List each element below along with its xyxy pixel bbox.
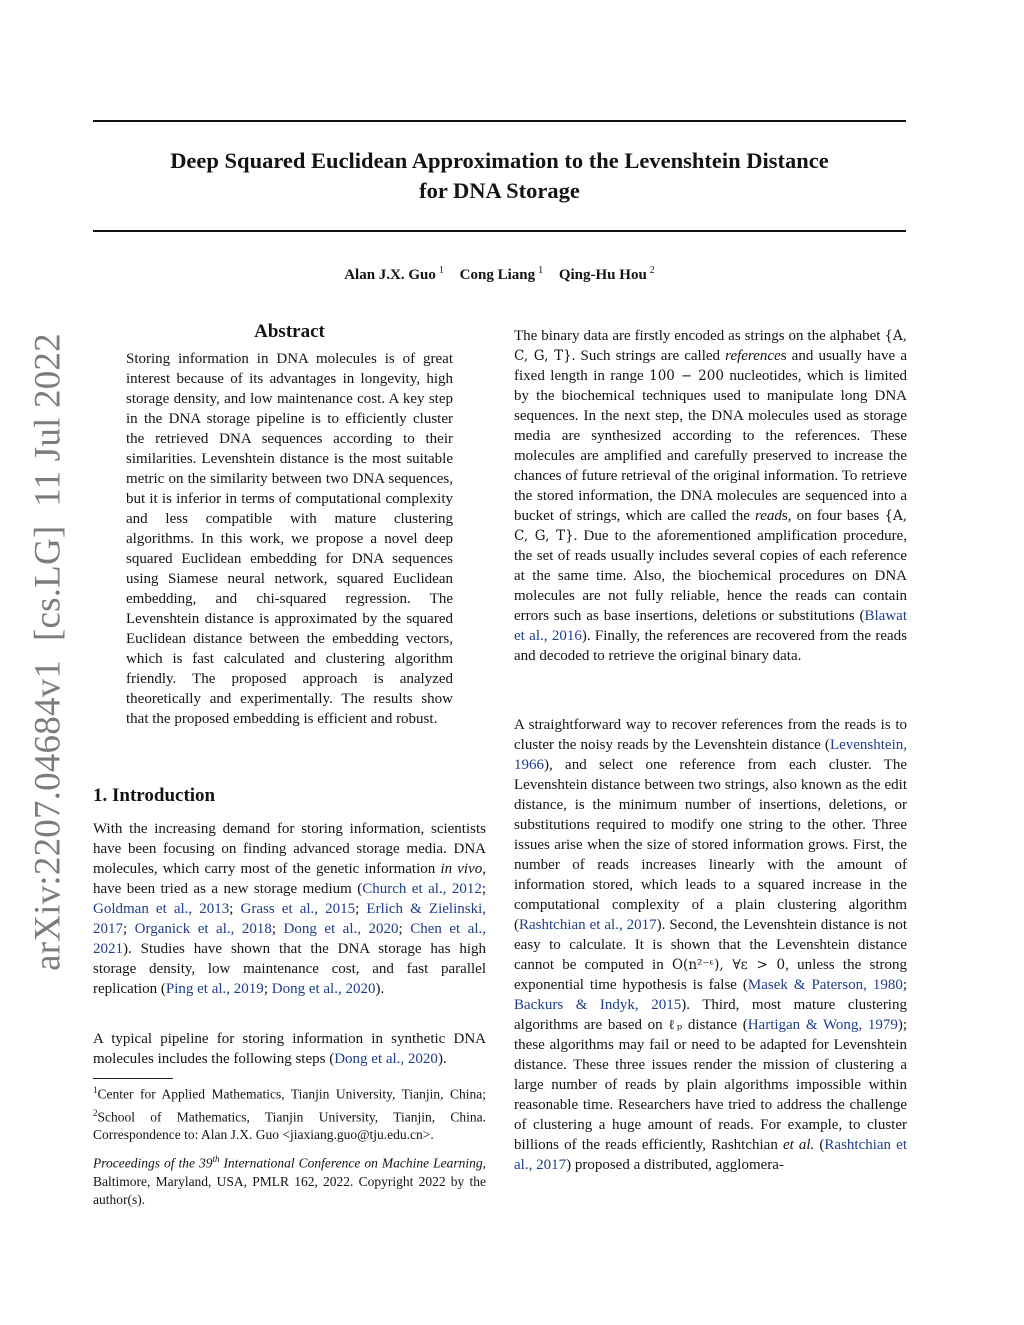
author-2: Cong Liang $^1$ <box>459 265 544 283</box>
citation-link[interactable]: Rashtchian et al., 2017 <box>519 917 657 933</box>
citation-link[interactable]: Hartigan & Wong, 1979 <box>747 1017 898 1033</box>
citation-link[interactable]: Dong et al., 2020 <box>334 1051 438 1067</box>
paper-title <box>93 146 906 206</box>
section-heading-introduction: 1. Introduction <box>93 785 216 806</box>
citation-link[interactable]: Ping et al., 2019 <box>165 981 264 997</box>
title-rule-top <box>93 120 906 122</box>
title-rule-bottom <box>93 230 906 232</box>
title-line-2: for DNA Storage <box>419 178 580 203</box>
citation-link[interactable]: Dong et al., 2020 <box>271 981 376 997</box>
intro-paragraph-2: A typical pipeline for storing information in synthetic DNA molecules includes the following steps (Dong et al., 2020). <box>93 1031 486 1067</box>
citation-link[interactable]: Backurs & Indyk, 2015 <box>514 997 682 1013</box>
citation-link[interactable]: Church et al., 2012 <box>362 881 482 897</box>
abstract-heading: Abstract <box>254 321 325 342</box>
abstract-text: Storing information in DNA molecules is of great interest because of its advantages in longevity, high storage density, and low maintenance cost. A key step in the DNA storage pipeline is to efficiently cluster the retrieved DNA sequences according to their similarities. Levenshtein distance is the most suitable metric on the similarity between two DNA sequences, but it is inferior in terms of computational complexity and less compatible with mature clustering algorithms. In this work, we propose a novel deep squared Euclidean embedding for DNA sequences using Siamese neural network, squared Euclidean embedding, and chi-squared regression. The Levenshtein distance is approximated by the squared Euclidean distance between the embedding vectors, which is fast calculated and clustering algorithm friendly. The proposed approach is analyzed theoretically and experimentally. The results show that the proposed embedding is efficient and robust. <box>126 351 453 727</box>
footnote-rule <box>93 1078 173 1079</box>
affiliation-footnote: $^1$Center for Applied Mathematics, Tianjin University, Tianjin, China; $^2$School of Mathematics, Tianjin University, Tianjin, China. Correspondence to: Alan J.X. Guo <jiaxiang.guo@tju.edu.cn>. <box>93 1085 486 1142</box>
title-line-1: Deep Squared Euclidean Approximation to the Levenshtein Distance <box>170 148 829 173</box>
citation-link[interactable]: Goldman et al., 2013 <box>93 901 230 917</box>
author-3: Qing-Hu Hou $^2$ <box>558 265 655 283</box>
author-1: Alan J.X. Guo $^1$ <box>344 265 444 283</box>
intro-paragraph-1: With the increasing demand for storing information, scientists have been focusing on finding advanced storage media. DNA molecules, which carry most of the genetic information in vivo, have been tried as a new storage medium (Church et al., 2012; Goldman et al., 2013; Grass et al., 2015; Erlich & Zielinski, 2017; Organick et al., 2018; Dong et al., 2020; Chen et al., 2021). Studies have shown that the DNA storage has high storage density, low maintenance cost, and fast parallel replication (Ping et al., 2019; Dong et al., 2020). <box>93 821 487 997</box>
citation-link[interactable]: Organick et al., 2018 <box>134 921 272 937</box>
citation-link[interactable]: Grass et al., 2015 <box>240 901 356 917</box>
proceedings-note: Proceedings of the 39th International Conference on Machine Learning, Baltimore, Maryland, USA, PMLR 162, 2022. Copyright 2022 by the author(s). <box>93 1154 486 1207</box>
citation-link[interactable]: Levenshtein, 1966 <box>514 737 907 773</box>
right-paragraph-1: The binary data are firstly encoded as strings on the alphabet {A, C, G, T}. Such strings are called references and usually have a fixed length in range 100 − 200 nucleotides, which is limited by the biochemical techniques used to manipulate long DNA sequences. In the next step, the DNA molecules used as storage media are synthesized according to the references. These molecules are amplified and carefully preserved to increase the chances of future retrieval of the original information. To retrieve the stored information, the DNA molecules are sequenced into a bucket of strings, which are called the reads, on four bases {A, C, G, T}. Due to the aforementioned amplification procedure, the set of reads usually includes several copies of each reference at the same time. Also, the biochemical procedures on DNA molecules are not fully reliable, hence the reads can contain errors such as base insertions, deletions or substitutions (Blawat et al., 2016). Finally, the references are recovered from the reads and decoded to retrieve the original binary data. <box>514 328 908 664</box>
citation-link[interactable]: Rashtchian et al., 2017 <box>514 1137 907 1173</box>
arxiv-identifier[interactable]: arXiv:2207.04684v1 [cs.LG] 11 Jul 2022 <box>27 333 69 971</box>
citation-link[interactable]: Blawat et al., 2016 <box>514 608 907 644</box>
citation-link[interactable]: Dong et al., 2020 <box>283 921 399 937</box>
citation-link[interactable]: Masek & Paterson, 1980 <box>747 977 903 993</box>
citation-link[interactable]: Chen et al., 2021 <box>93 921 486 957</box>
right-paragraph-2: A straightforward way to recover references from the reads is to cluster the noisy reads by the Levenshtein distance (Levenshtein, 1966), and select one reference from each cluster. The Levenshtein distance between two strings, also known as the edit distance, is the minimum number of insertions, deletions, or substitutions required to modify one string to the other. Three issues arise when the size of stored information grows. First, the number of reads increases linearly with the amount of information stored, which leads to a squared increase in the computational complexity of a plain clustering algorithm (Rashtchian et al., 2017). Second, the Levenshtein distance is not easy to calculate. It is shown that the Levenshtein distance cannot be computed in O(n²⁻ᵋ), ∀ε > 0, unless the strong exponential time hypothesis is false (Masek & Paterson, 1980; Backurs & Indyk, 2015). Third, most mature clustering algorithms are based on ℓₚ distance (Hartigan & Wong, 1979); these algorithms may fail or need to be adapted for Levenshtein distance. These three issues render the mission of clustering a large number of reads by plain algorithms impossible within reasonable time. Researchers have tried to address the challenge of clustering a huge amount of reads. For example, to cluster billions of the reads efficiently, Rashtchian et al. (Rashtchian et al., 2017) proposed a distributed, agglomera- <box>514 717 908 1173</box>
citation-link[interactable]: Erlich & Zielinski, 2017 <box>93 901 486 937</box>
author-list <box>93 265 906 284</box>
